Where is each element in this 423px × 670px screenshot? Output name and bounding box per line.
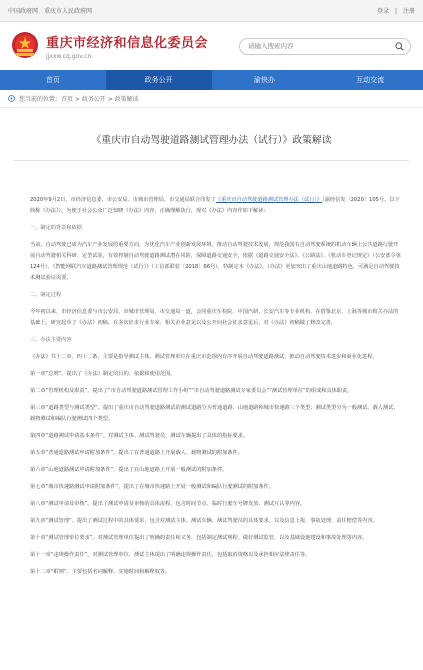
home-icon bbox=[8, 95, 15, 102]
search-input[interactable] bbox=[248, 42, 388, 50]
article-paragraph: 第五章“普通道路测试申请附加条件”。提出了在普通道路上开展载人、载物测试的附加条件。 bbox=[30, 450, 243, 456]
link-gov-cn[interactable]: 中国政府网 bbox=[8, 8, 39, 15]
article-title: 《重庆市自动驾驶道路测试管理办法（试行）》政策解读 bbox=[91, 135, 332, 146]
site-header bbox=[0, 22, 423, 70]
separator: | bbox=[395, 8, 398, 15]
article-paragraph: 第十一章“违规操作责任”。对测试管理单位、测试主体提出了明确违规操作责任，包括取消资格以及承担相应法律责任等。 bbox=[30, 552, 311, 558]
article-paragraph: 第二章“管理机构及职责”。提出了“市自动驾驶道路测试管理工作小组”“市自动驾驶道路测试专家委员会”“测试管理单位”的组成和具体职责。 bbox=[30, 388, 353, 394]
account-links bbox=[373, 6, 415, 15]
article-paragraph: 《办法》共十二章、四十二条，主要是指导测试主体、测试管理单位在重庆市范围内有序开展自动驾驶道路测试，推动自动驾驶技术进步和商业化进程。 bbox=[30, 354, 378, 360]
paragraph-text: （渝经信发〔2020〕105号，以下简称《办法》）。为便于社会公众广泛知晓《办法》内容、正确理解执行，现对《办法》内容作如下解读： bbox=[30, 197, 400, 214]
nav-gov-affairs[interactable]: 政务公开 bbox=[106, 70, 212, 90]
nav-home[interactable]: 首页 bbox=[45, 76, 60, 84]
section-heading: 二、制定过程 bbox=[30, 292, 62, 298]
article-paragraph: 第四章“道路测试申请基本条件”。对测试主体、测试驾驶员、测试车辆提出了具体的指标要求。 bbox=[30, 433, 249, 439]
register-link[interactable]: 注册 bbox=[402, 8, 415, 15]
search-box[interactable] bbox=[239, 38, 411, 55]
article-paragraph: 今年初以来，市经济信息委与市公安局、市城市管理局、市交通局一道，会同重庆车检院、中国汽研、长安汽车等专业机构，在借鉴北京、上海等城市相关办法的基础上，研究起草了《办法》初稿。在多次征求行业专家、相关企业意见以及公开向社会征求意见后，对《办法》初稿做了修改完善。 bbox=[30, 309, 399, 326]
site-title: 重庆市经济和信息化委员会 bbox=[46, 36, 209, 51]
brand-text bbox=[46, 32, 208, 60]
article-paragraph: 第一章“总则”。提出了《办法》制定的目的、依据和使用范围。 bbox=[30, 371, 176, 377]
article-body bbox=[0, 195, 423, 578]
site-domain: jjxxw.cq.gov.cn bbox=[46, 53, 92, 60]
article-paragraph: 第十二章“附则”。主要包括名词解释、实施时间和解释权等。 bbox=[30, 569, 171, 575]
top-links bbox=[8, 6, 96, 15]
article-paragraph bbox=[30, 195, 401, 217]
search-icon[interactable] bbox=[395, 42, 404, 51]
top-utility-bar bbox=[0, 0, 423, 22]
main-nav bbox=[0, 70, 423, 90]
nav-interaction[interactable]: 互动交流 bbox=[356, 76, 385, 84]
breadcrumb bbox=[0, 90, 423, 108]
policy-document-link[interactable]: 《重庆市自动驾驶道路测试管理办法（试行）》 bbox=[215, 197, 323, 203]
title-divider bbox=[14, 160, 409, 161]
nav-yukuaiban[interactable]: 渝快办 bbox=[253, 76, 275, 84]
breadcrumb-text[interactable]: 您当前的位置：首页 > 政务公开 > 政策解读 bbox=[19, 96, 139, 103]
article-paragraph: 第六章“山地道路测试申请附加条件”。提出了在山地道路上开展一般测试的附加条件。 bbox=[30, 467, 228, 473]
article-paragraph: 第八章“测试申请及审核”。提出了测试申请及审核的具体流程，包含时间节点、临时行驶车号牌发放、测试互认等内容。 bbox=[30, 501, 306, 507]
article-paragraph: 第九章“测试管理”。提出了测试过程中的具体要求，包含对测试主体、测试车辆、测试驾驶员的具体要求，以及信息上报、事故处理、责任赔偿等内容。 bbox=[30, 518, 378, 524]
login-link[interactable]: 登录 bbox=[377, 8, 390, 15]
article-paragraph: 当前，自动驾驶已成为汽车产业发展的重要方向，为优化汽车产业创新发展环境，推动自动驾驶技术发展，规范我国有自动驾驶系统的机动车辆上公共道路行驶开展自动驾驶相关科研、定型试验，有效控制自动驾驶道路测试潜在风险，保障道路交通安全，依据《道路交通安全法》、《公路法》、《机动车登记规定》（公安部令第124号）、《智能网联汽车道路测试管理规范（试行）》（工信部联装〔2018〕66号），特制定本《办法》。《办法》更加突出了重庆山地道路特色，可满足自动驾驶技术测试验证需要。 bbox=[30, 242, 401, 281]
article-paragraph: 第七章“城市快速路测试申请附加条件”。提出了在城市快速路上开展一般测试和编队行驶测试的附加条件。 bbox=[30, 484, 275, 490]
paragraph-text: 2020年9月2日，市经济信息委、市公安局、市城市管理局、市交通局联合印发了 bbox=[30, 197, 216, 203]
link-cq-gov[interactable]: 重庆市人民政府网 bbox=[43, 8, 92, 15]
article-paragraph: 第十章“测试管理单位要求”。对测试管理单位提出了明确的责任和义务，包括制定测试规程、做好测试监管、以及基础设施建设和事故处理等内容。 bbox=[30, 535, 368, 541]
section-heading: 一、制定的背景和依据 bbox=[30, 225, 82, 231]
section-heading: 三、办法主要内容 bbox=[30, 337, 72, 343]
brand[interactable] bbox=[10, 31, 208, 61]
article-paragraph: 第三章“道路类型与测试类型”。提出了重庆市自动驾驶道路测试的测试道路分为普通道路、山地道路和城市快速路三个类型；测试类型分为一般测试、载人测试、载物测试和编队行驶测试四个类型。 bbox=[30, 405, 399, 422]
emblem-icon bbox=[10, 31, 40, 61]
